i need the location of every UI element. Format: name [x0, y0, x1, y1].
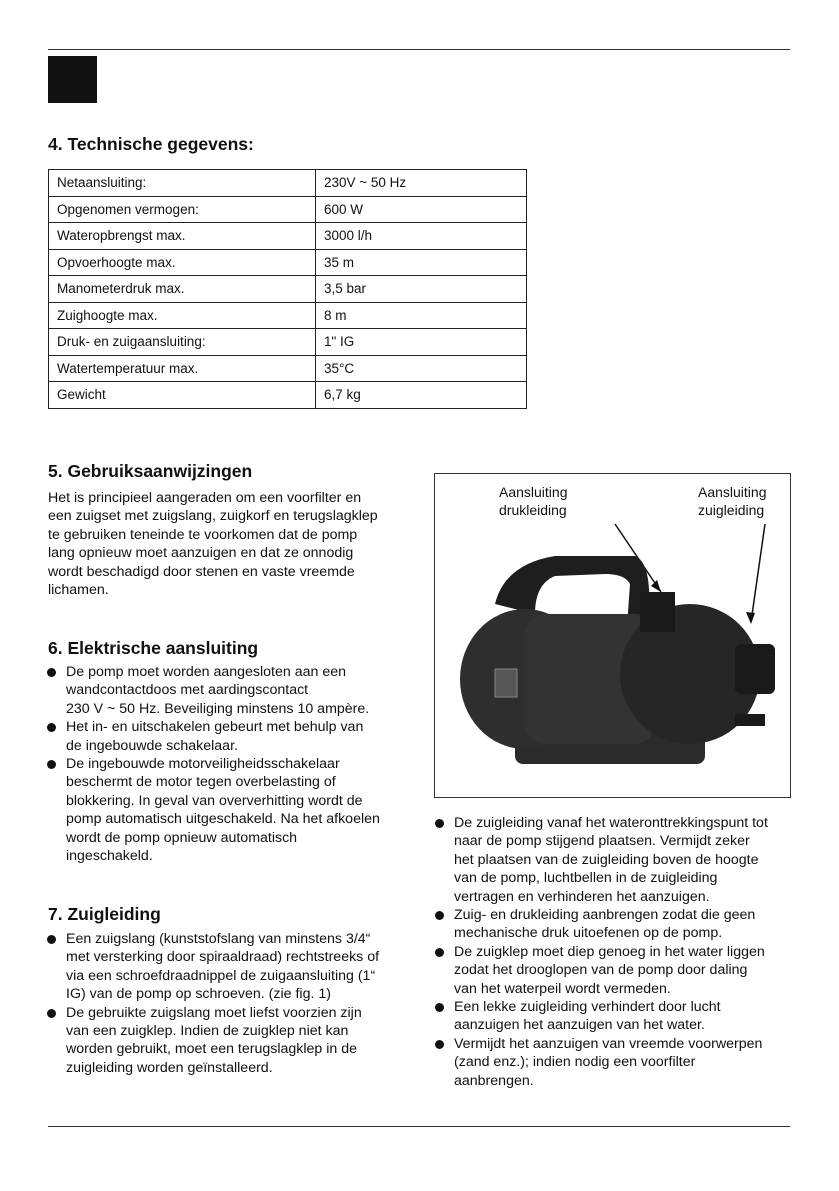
spec-value: 230V ~ 50 Hz	[316, 170, 527, 197]
bullet-icon	[47, 935, 56, 944]
bullet-icon	[47, 760, 56, 769]
spec-value: 3,5 bar	[316, 276, 527, 303]
section-7-list	[46, 930, 379, 1077]
spec-row	[49, 355, 527, 382]
pump-figure	[434, 473, 791, 798]
text-line: Vermijdt het aanzuigen van vreemde voorwerpen	[454, 1035, 763, 1052]
spec-value: 600 W	[316, 196, 527, 223]
text-line: van de pomp, luchtbellen in de zuigleiding	[454, 870, 718, 887]
list-item	[46, 718, 380, 755]
top-rule	[48, 49, 790, 50]
text-line: aanzuigen het aanzuigen van het water.	[454, 1017, 705, 1034]
list-item	[434, 814, 768, 906]
section-5-title: 5. Gebruiksaanwijzingen	[48, 461, 253, 481]
language-marker-box	[48, 56, 97, 103]
text-line: IG) van de pomp op schroeven. (zie fig. 1)	[66, 986, 331, 1003]
spec-label: Gewicht	[49, 382, 316, 409]
text-line: het plaatsen van de zuigleiding boven de hoogte	[454, 851, 759, 868]
text-line: De gebruikte zuigslang moet liefst voorzien zijn	[66, 1004, 362, 1021]
spec-label: Opgenomen vermogen:	[49, 196, 316, 223]
list-item	[46, 755, 380, 865]
text-line: met versterking door spiraaldraad) rechtstreeks of	[66, 949, 380, 966]
text-line: De ingebouwde motorveiligheidsschakelaar	[66, 756, 340, 773]
bullet-icon	[47, 723, 56, 732]
spec-label: Opvoerhoogte max.	[49, 249, 316, 276]
text-line: De zuigklep moet diep genoeg in het water liggen	[454, 943, 765, 960]
spec-row	[49, 249, 527, 276]
text-line: pomp automatisch uitgeschakeld. Na het afkoelen	[66, 811, 380, 828]
spec-value: 6,7 kg	[316, 382, 527, 409]
text-line: een zuigset met zuigslang, zuigkorf en terugslagklep	[48, 508, 378, 525]
text-line: van het waterpeil wordt vermeden.	[454, 980, 671, 997]
spec-row	[49, 302, 527, 329]
text-line: vertragen en verhinderen het aanzuigen.	[454, 888, 710, 905]
spec-label: Manometerdruk max.	[49, 276, 316, 303]
text-line: te gebruiken teneinde te voorkomen dat de pomp	[48, 526, 358, 543]
spec-label: Wateropbrengst max.	[49, 223, 316, 250]
spec-value: 35 m	[316, 249, 527, 276]
spec-row	[49, 196, 527, 223]
text-line: worden gebruikt, moet een terugslagklep in de	[66, 1041, 358, 1058]
right-column-list	[434, 814, 768, 1090]
bullet-icon	[435, 1003, 444, 1012]
spec-value: 1" IG	[316, 329, 527, 356]
text-line: lichamen.	[48, 582, 109, 599]
text-line: via een schroefdraadnippel de zuigaansluiting (1“	[66, 967, 376, 984]
label-suction-connection: Aansluiting zuigleiding	[698, 484, 767, 518]
section-4-title: 4. Technische gegevens:	[48, 134, 254, 154]
text-line: van een zuigklep. Indien de zuigklep niet kan	[66, 1023, 349, 1040]
text-line: lang opnieuw moet aanzuigen en dat ze onnodig	[48, 545, 354, 562]
text-line: Een lekke zuigleiding verhindert door lucht	[454, 999, 721, 1016]
text-line: Het in- en uitschakelen gebeurt met behulp van	[66, 719, 364, 736]
spec-value: 8 m	[316, 302, 527, 329]
spec-value: 35°C	[316, 355, 527, 382]
spec-row	[49, 276, 527, 303]
text-line: blokkering. In geval van oververhitting wordt de	[66, 792, 363, 809]
spec-row	[49, 382, 527, 409]
spec-label: Netaansluiting:	[49, 170, 316, 197]
text-line: mechanische druk uitoefenen op de pomp.	[454, 925, 723, 942]
text-line: 230 V ~ 50 Hz. Beveiliging minstens 10 ampère.	[66, 700, 370, 717]
pump-illustration	[435, 474, 790, 797]
text-line: wandcontactdoos met aardingscontact	[66, 682, 309, 699]
list-item	[434, 906, 768, 943]
spec-label: Watertemperatuur max.	[49, 355, 316, 382]
list-item	[46, 930, 379, 1004]
list-item	[46, 663, 380, 718]
text-line: ingeschakeld.	[66, 848, 153, 865]
text-line: aanbrengen.	[454, 1072, 534, 1089]
section-7-title: 7. Zuigleiding	[48, 904, 161, 924]
section-6-list	[46, 663, 380, 865]
text-line: Zuig- en drukleiding aanbrengen zodat die geen	[454, 907, 756, 924]
list-item	[434, 1035, 768, 1090]
text-line: beschermt de motor tegen overbelasting of	[66, 774, 336, 791]
spec-row	[49, 170, 527, 197]
bullet-icon	[47, 668, 56, 677]
text-line: De pomp moet worden aangesloten aan een	[66, 664, 347, 680]
text-line: de ingebouwde schakelaar.	[66, 737, 238, 754]
text-line: wordt beschadigd door stenen en vaste vreemde	[48, 563, 355, 580]
spec-label: Druk- en zuigaansluiting:	[49, 329, 316, 356]
label-pressure-connection: Aansluiting drukleiding	[499, 484, 568, 518]
bottom-rule	[48, 1126, 790, 1127]
list-item	[434, 998, 768, 1035]
list-item	[434, 943, 768, 998]
section-5-text	[48, 489, 378, 599]
text-line: Het is principieel aangeraden om een voorfilter en	[48, 490, 362, 506]
text-line: De zuigleiding vanaf het wateronttrekkingspunt tot	[454, 815, 768, 831]
text-line: naar de pomp stijgend plaatsen. Vermijdt zeker	[454, 833, 750, 850]
tech-specs-table	[48, 169, 527, 409]
section-6-title: 6. Elektrische aansluiting	[48, 638, 259, 658]
bullet-icon	[435, 948, 444, 957]
spec-value: 3000 l/h	[316, 223, 527, 250]
text-line: (zand enz.); indien nodig een voorfilter	[454, 1054, 696, 1071]
text-line: zodat het drooglopen van de pomp door daling	[454, 962, 748, 979]
spec-label: Zuighoogte max.	[49, 302, 316, 329]
bullet-icon	[435, 819, 444, 828]
text-line: wordt de pomp opnieuw automatisch	[66, 829, 298, 846]
bullet-icon	[47, 1009, 56, 1018]
bullet-icon	[435, 1040, 444, 1049]
text-line: Een zuigslang (kunststofslang van minstens 3/4“	[66, 931, 371, 947]
spec-row	[49, 329, 527, 356]
list-item	[46, 1004, 379, 1078]
spec-row	[49, 223, 527, 250]
bullet-icon	[435, 911, 444, 920]
text-line: zuigleiding worden geïnstalleerd.	[66, 1059, 273, 1076]
